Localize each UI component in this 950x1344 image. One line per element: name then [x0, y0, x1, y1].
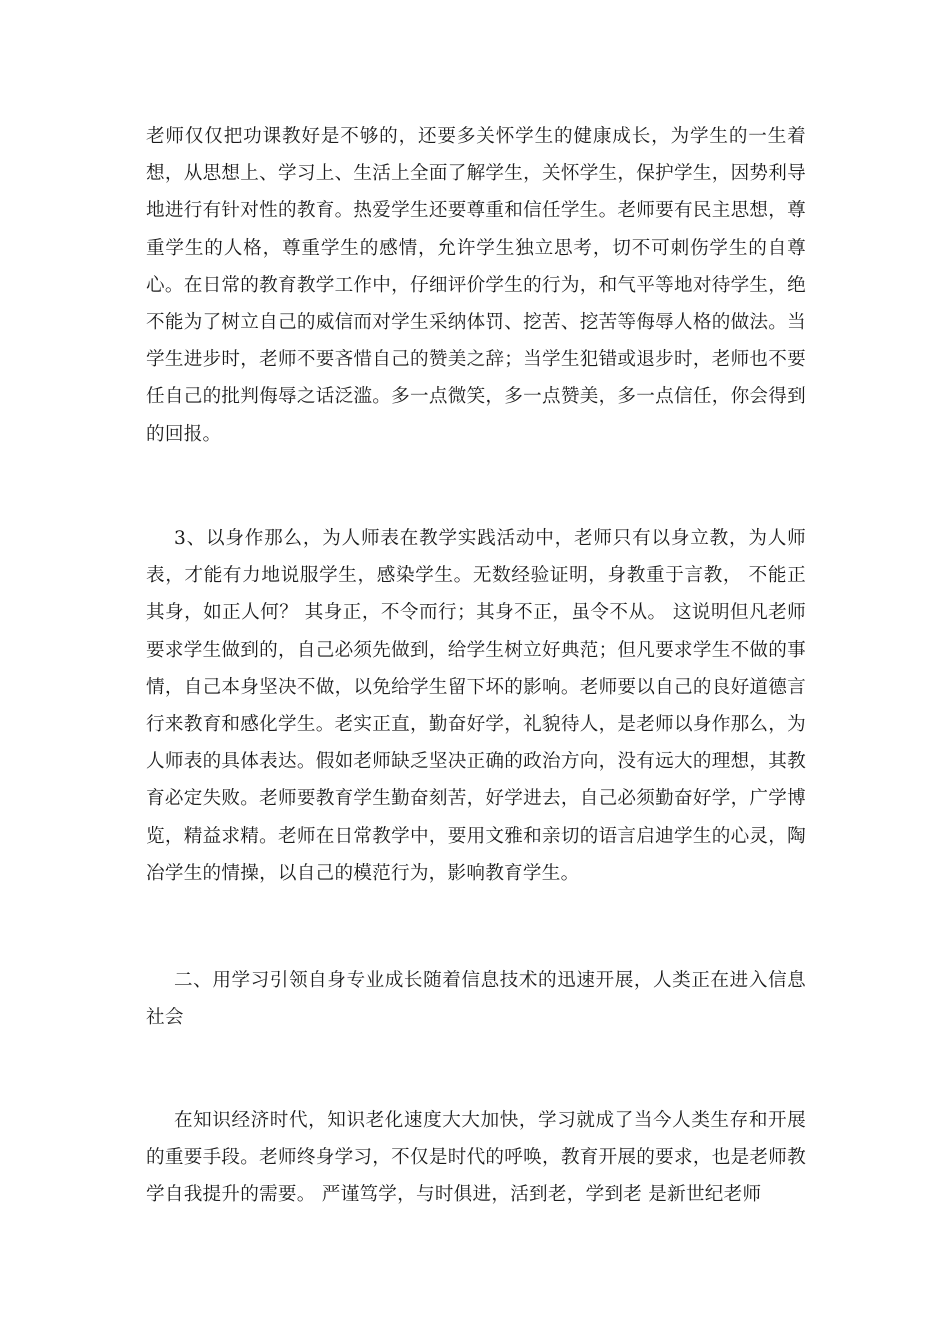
section-heading-learning: 二、用学习引领自身专业成长随着信息技术的迅速开展，人类正在进入信息社会: [146, 970, 806, 1029]
paragraph-respect-students: 老师仅仅把功课教好是不够的，还要多关怀学生的健康成长，为学生的一生着想，从思想上、学习上、生活上全面了解学生，关怀学生，保护学生，因势利导地进行有针对性的教育。热爱学生还要尊重和信任学生。老师要有民主思想，尊重学生的人格，尊重学生的感情，允许学生独立思考，切不可刺伤学生的自尊心。在日常的教育教学工作中，仔细评价学生的行为，和气平等地对待学生，绝不能为了树立自己的威信而对学生采纳体罚、挖苦、挖苦等侮辱人格的做法。当学生进步时，老师不要吝惜自己的赞美之辞；当学生犯错或退步时，老师也不要任自己的批判侮辱之话泛滥。多一点微笑，多一点赞美，多一点信任，你会得到的回报。: [146, 126, 806, 445]
paragraph-lifelong-learning: 在知识经济时代，知识老化速度大大加快，学习就成了当今人类生存和开展的重要手段。老师终身学习，不仅是时代的呼唤，教育开展的要求，也是老师教学自我提升的需要。 严谨笃学，与时俱进，活到老，学到老 是新世纪老师: [146, 1110, 806, 1206]
paragraph-lead-by-example: 3、以身作那么，为人师表在教学实践活动中，老师只有以身立教，为人师表，才能有力地说服学生，感染学生。无数经验证明，身教重于言教， 不能正其身，如正人何？ 其身正，不令而行；其身不正，虽令不从。 这说明但凡老师要求学生做到的，自己必须先做到，给学生树立好典范；但凡要求学生不做的事情，自己本身坚决不做，以免给学生留下坏的影响。老师要以自己的良好道德言行来教育和感化学生。老实正直，勤奋好学，礼貌待人，是老师以身作那么，为人师表的具体表达。假如老师缺乏坚决正确的政治方向，没有远大的理想，其教育必定失败。老师要教育学生勤奋刻苦，好学进去，自己必须勤奋好学，广学博览，精益求精。老师在日常教学中，要用文雅和亲切的语言启迪学生的心灵，陶冶学生的情操，以自己的模范行为，影响教育学生。: [146, 528, 806, 884]
